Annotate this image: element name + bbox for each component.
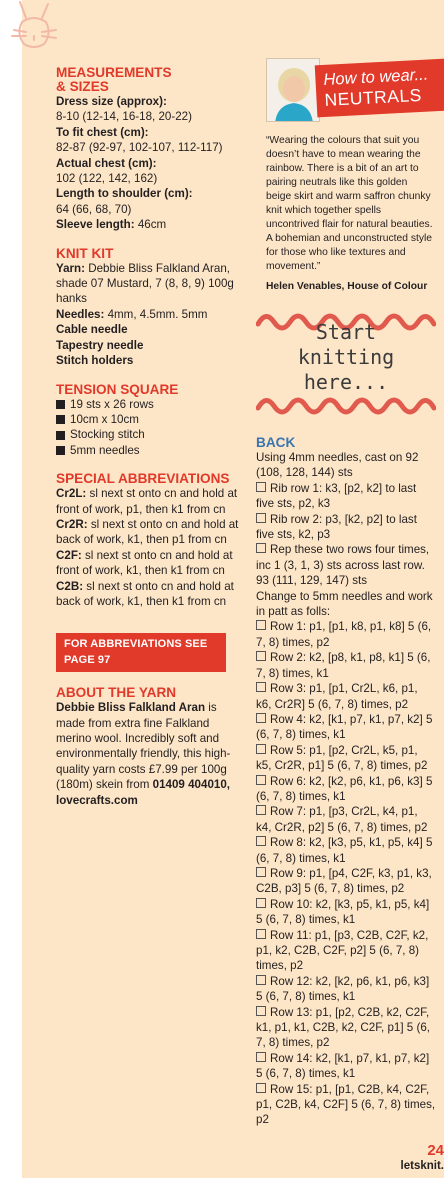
checkbox-icon xyxy=(256,836,266,846)
sleeve-value: 46cm xyxy=(137,218,167,232)
style-quote xyxy=(266,134,434,294)
banner-line1: How to wear... xyxy=(323,65,429,89)
checkbox-icon xyxy=(256,1052,266,1062)
kit-item-cable-needle: Cable needle xyxy=(56,323,128,337)
actual-chest-label: Actual chest (cm): xyxy=(56,156,157,170)
see-page-banner: FOR ABBREVIATIONS SEE PAGE 97 xyxy=(56,633,226,672)
checkbox-icon xyxy=(256,713,266,723)
tension-item: Stocking stitch xyxy=(56,427,242,442)
knit-kit-list xyxy=(56,261,242,369)
pattern-row: Row 1: p1, [p1, k8, p1, k8] 5 (6, 7, 8) times, p2 xyxy=(256,620,432,649)
yarn-label: Yarn: xyxy=(56,261,85,275)
change-needles: Change to 5mm needles and work in patt as folls: xyxy=(256,589,433,619)
pattern-row: Row 4: k2, [k1, p7, k1, p7, k2] 5 (6, 7, 8) times, k1 xyxy=(256,712,433,742)
measurements-heading xyxy=(56,66,242,94)
length-value: 64 (66, 68, 70) xyxy=(56,202,132,216)
abbreviations-heading: SPECIAL ABBREVIATIONS xyxy=(56,471,230,487)
pattern-row: Row 5: p1, [p2, Cr2L, k5, p1, k5, Cr2R, p1] 5 (6, 7, 8) times, p2 xyxy=(256,743,428,773)
back-intro: Using 4mm needles, cast on 92 (108, 128, 144) sts xyxy=(256,451,419,480)
quote-author: Helen Venables, House of Colour xyxy=(266,281,428,292)
needles-line xyxy=(56,307,242,322)
site-name: letsknit. xyxy=(400,1160,444,1172)
checkbox-icon xyxy=(256,805,266,815)
checkbox-icon xyxy=(256,929,266,939)
checkbox-icon xyxy=(256,975,266,985)
square-bullet-icon xyxy=(56,446,65,455)
yarn-value: Debbie Bliss Falkland Aran, shade 07 Mustard, 7 (8, 8, 9) 100g hanks xyxy=(56,261,234,306)
start-knitting-sign xyxy=(256,304,436,424)
abbreviation-item: Cr2L: sl next st onto cn and hold at front of work, p1, then k1 from cn xyxy=(56,487,238,516)
right-column xyxy=(256,56,436,1128)
pattern-row: Row 14: k2, [k1, p7, k1, p7, k2] 5 (6, 7, 8) times, k1 xyxy=(256,1051,430,1081)
pattern-row: Row 8: k2, [k3, p5, k1, p5, k4] 5 (6, 7, 8) times, k1 xyxy=(256,836,433,865)
knit-kit-heading: KNIT KIT xyxy=(56,245,114,261)
dress-size-label: Dress size (approx): xyxy=(56,95,167,108)
tension-item: 19 sts x 26 rows xyxy=(56,397,242,412)
abbreviation-item: C2B: sl next st onto cn and hold at back of work, k1, then k1 from cn xyxy=(56,579,234,608)
checkbox-icon xyxy=(256,682,266,692)
banner-line2: NEUTRALS xyxy=(324,84,423,110)
pattern-row: Row 9: p1, [p4, C2F, k3, p1, k3, C2B, p3] 5 (6, 7, 8) times, p2 xyxy=(256,866,432,896)
chest-label: To fit chest (cm): xyxy=(56,125,149,139)
about-yarn-text: Debbie Bliss Falkland Aran is made from extra fine Falkland merino wool. Incredibly soft and environmentally friendly, this high-quality yarn costs £7.99 per 100g (180m) skein from 01409 404010, lovecrafts.com xyxy=(56,701,231,807)
left-column xyxy=(56,66,242,808)
square-bullet-icon xyxy=(56,431,65,440)
pattern-row: Row 11: p1, [p3, C2B, C2F, k2, p1, k2, C2B, C2F, p2] 5 (6, 7, 8) times, p2 xyxy=(256,928,429,973)
checkbox-icon xyxy=(256,620,266,630)
tension-heading: TENSION SQUARE xyxy=(56,381,179,397)
rib-step: Rib row 1: k3, [p2, k2] to last five sts, p2, k3 xyxy=(256,481,417,511)
dress-size-value: 8-10 (12-14, 16-18, 20-22) xyxy=(56,110,192,124)
checkbox-icon xyxy=(256,1083,266,1093)
square-bullet-icon xyxy=(56,415,65,424)
rib-step: Rib row 2: p3, [k2, p2] to last five sts, k2, p3 xyxy=(256,512,417,542)
sleeve-label: Sleeve length: xyxy=(56,218,135,232)
how-to-wear-banner xyxy=(315,59,444,118)
measurements-heading-line2: & SIZES xyxy=(56,79,109,94)
chest-value: 82-87 (92-97, 102-107, 112-117) xyxy=(56,141,223,155)
tension-list xyxy=(56,397,242,459)
needles-label: Needles: xyxy=(56,307,105,321)
pattern-row: Row 7: p1, [p3, Cr2L, k4, p1, k4, Cr2R, p2] 5 (6, 7, 8) times, p2 xyxy=(256,805,428,834)
checkbox-icon xyxy=(256,898,266,908)
abbreviations-list xyxy=(56,486,242,609)
abbreviation-item: C2F: sl next st onto cn and hold at front of work, k1, then k1 from cn xyxy=(56,548,233,578)
tension-item: 10cm x 10cm xyxy=(56,412,242,427)
abbreviation-item: Cr2R: sl next st onto cn and hold at back of work, k1, then p1 from cn xyxy=(56,517,239,547)
portrait-image-icon xyxy=(267,59,320,122)
needles-value: 4mm, 4.5mm. 5mm xyxy=(107,307,208,321)
pattern-row: Row 10: k2, [k3, p5, k1, p5, k4] 5 (6, 7, 8) times, k1 xyxy=(256,897,430,927)
checkbox-icon xyxy=(256,867,266,877)
checkbox-icon xyxy=(256,1006,266,1016)
rib-step: Rep these two rows four times, inc 1 (3, 1, 3) sts across last row. 93 (111, 129, 147) sts xyxy=(256,543,430,588)
checkbox-icon xyxy=(256,744,266,754)
page-number: 24 xyxy=(427,1142,444,1159)
how-to-wear-card xyxy=(256,56,436,304)
cat-outline-icon xyxy=(0,0,60,70)
measurements-list xyxy=(56,94,242,233)
back-instructions xyxy=(256,450,436,1128)
length-label: Length to shoulder (cm): xyxy=(56,187,193,201)
checkbox-icon xyxy=(256,651,266,661)
kit-item-stitch-holders: Stitch holders xyxy=(56,354,134,368)
pattern-row: Row 2: k2, [p8, k1, p8, k1] 5 (6, 7, 8) times, k1 xyxy=(256,651,431,680)
about-yarn-heading: ABOUT THE YARN xyxy=(56,685,177,701)
checkbox-icon xyxy=(256,543,266,553)
kit-item-tapestry-needle: Tapestry needle xyxy=(56,338,144,352)
checkbox-icon xyxy=(256,482,266,492)
square-bullet-icon xyxy=(56,400,65,409)
checkbox-icon xyxy=(256,513,266,523)
pattern-row: Row 15: p1, [p1, C2B, k4, C2F, p1, C2B, k4, C2F] 5 (6, 7, 8) times, p2 xyxy=(256,1082,436,1127)
pattern-row: Row 3: p1, [p1, Cr2L, k6, p1, k6, Cr2R] 5 (6, 7, 8) times, p2 xyxy=(256,682,418,711)
back-heading: BACK xyxy=(256,435,296,450)
yarn-line xyxy=(56,261,242,307)
measurements-heading-line1: MEASUREMENTS xyxy=(56,65,172,80)
portrait-photo xyxy=(266,58,320,122)
sleeve-line xyxy=(56,217,242,232)
quote-text: “Wearing the colours that suit you doesn’t have to mean wearing the rainbow. There is a bit of an art to pairing neutrals like this golden beige skirt and warm saffron chunky knit which together spells uncontrived flair for natural beauties. A bohemian and unconstructed style for those who like textures and movement.” xyxy=(266,135,433,272)
sign-text: Start knitting here... xyxy=(297,320,395,394)
actual-chest-value: 102 (122, 142, 162) xyxy=(56,172,158,186)
tension-item: 5mm needles xyxy=(56,443,242,458)
checkbox-icon xyxy=(256,775,266,785)
pattern-row: Row 6: k2, [k2, p6, k1, p6, k3] 5 (6, 7, 8) times, k1 xyxy=(256,774,433,803)
pattern-row: Row 12: k2, [k2, p6, k1, p6, k3] 5 (6, 7, 8) times, k1 xyxy=(256,974,430,1004)
pattern-row: Row 13: p1, [p2, C2B, k2, C2F, k1, p1, k1, C2B, k2, C2F, p1] 5 (6, 7, 8) times, p2 xyxy=(256,1005,430,1050)
